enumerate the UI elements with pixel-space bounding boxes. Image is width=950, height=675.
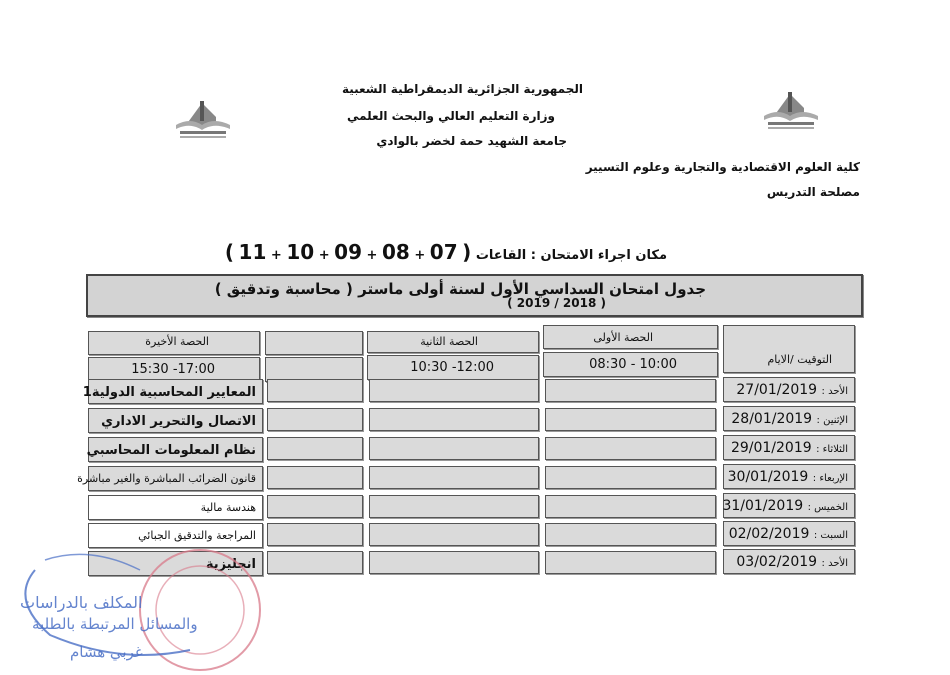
empty-slot-cell [369,437,539,460]
exam-subject: المعايير المحاسبية الدولية1 [82,385,256,400]
empty-slot-cell [369,551,539,574]
session-4-header: الحصة الأخيرة [88,331,260,355]
room-number: 09 [334,240,363,264]
empty-slot-cell [267,408,363,431]
exam-date: 02/02/2019 [728,526,810,542]
empty-slot-cell [267,495,363,518]
academic-year: ( 2018 / 2019 ) [507,296,606,310]
session-1-header: الحصة الأولى [543,325,718,349]
room-number: 11 [238,240,267,264]
empty-slot-cell [545,466,716,489]
date-cell [723,549,855,574]
empty-slot-cell [545,408,716,431]
empty-slot-cell [369,408,539,431]
ministry-title: وزارة التعليم العالي والبحث العلمي [346,109,555,123]
day-name: الإثنين : [816,415,848,426]
faculty-title: كلية العلوم الاقتصادية والتجارية وعلوم التسيير [585,160,860,174]
exam-subject-cell [88,408,263,433]
date-cell [723,435,855,460]
empty-slot-cell [545,523,716,546]
empty-slot-cell [545,551,716,574]
university-logo-icon [760,86,822,132]
session-4-time: 15:30 -17:00 [88,357,260,382]
room-number: 07 [429,240,458,264]
date-cell [723,464,855,489]
exam-date: 28/01/2019 [731,411,813,427]
exam-venue: مكان اجراء الامتحان : القاعات ( 07 + 08 + 09 + 10 + 11 ) [224,240,667,264]
exam-date: 31/01/2019 [722,498,804,514]
exam-subject: هندسة مالية [200,501,256,514]
exam-subject: قانون الضرائب المباشرة والغير مباشرة [77,472,256,485]
exam-date: 29/01/2019 [730,440,812,456]
exam-date: 30/01/2019 [727,469,809,485]
empty-slot-cell [369,523,539,546]
session-1-time: 08:30 - 10:00 [543,352,718,377]
exam-subject-cell [82,379,263,404]
session-2-header: الحصة الثانية [367,331,539,353]
day-name: السبت : [813,530,848,541]
republic-title: الجمهورية الجزائرية الديمقراطية الشعبية [341,82,583,96]
exam-subject: انجليزية [205,557,256,572]
date-cell [723,406,855,431]
exam-subject: نظام المعلومات المحاسبي [86,443,256,458]
date-cell [723,521,855,546]
session-2-time: 10:30 -12:00 [367,355,539,380]
exam-subject-cell [88,495,263,520]
venue-rooms-label: القاعات [475,248,527,263]
date-cell [723,493,855,518]
university-title: جامعة الشهيد حمة لخضر بالوادي [376,134,567,148]
empty-slot-cell [545,379,716,402]
exam-subject-cell [88,437,263,462]
day-name: الأحد : [821,386,848,397]
day-name: الإربعاء : [812,473,848,484]
empty-slot-cell [267,379,363,402]
department-title: مصلحة التدريس [766,185,860,199]
official-stamp [0,540,310,671]
exam-subject-cell [77,466,263,491]
empty-slot-cell [267,437,363,460]
schedule-title-box [86,274,863,317]
room-number: 10 [286,240,315,264]
university-logo-icon [172,95,234,141]
schedule-title: جدول امتحان السداسي الأول لسنة أولى ماستر ( محاسبة وتدقيق ) [214,280,706,298]
empty-slot-cell [369,379,539,402]
stamp-signature: غربي هشام [70,643,143,661]
empty-slot-cell [545,437,716,460]
stamp-line-1: المكلف بالدراسات [20,593,143,612]
day-name: الثلاثاء : [816,444,848,455]
date-header-cell: التوقيت /الايام [723,325,855,373]
date-cell [723,377,855,402]
empty-slot-cell [369,466,539,489]
room-number: 08 [381,240,410,264]
day-name: الخميس : [807,502,848,513]
exam-date: 27/01/2019 [736,382,818,398]
day-name: الأحد : [821,558,848,569]
exam-subject: الاتصال والتحرير الاداري [101,414,256,429]
stamp-line-2: والمسائل المرتبطة بالطلبة [32,615,198,633]
exam-date: 03/02/2019 [736,554,818,570]
empty-slot-cell [545,495,716,518]
session-3-header [265,331,363,355]
exam-subject: المراجعة والتدقيق الجبائي [138,529,256,542]
empty-slot-cell [369,495,539,518]
venue-label: مكان اجراء الامتحان : [530,248,667,263]
empty-slot-cell [267,466,363,489]
